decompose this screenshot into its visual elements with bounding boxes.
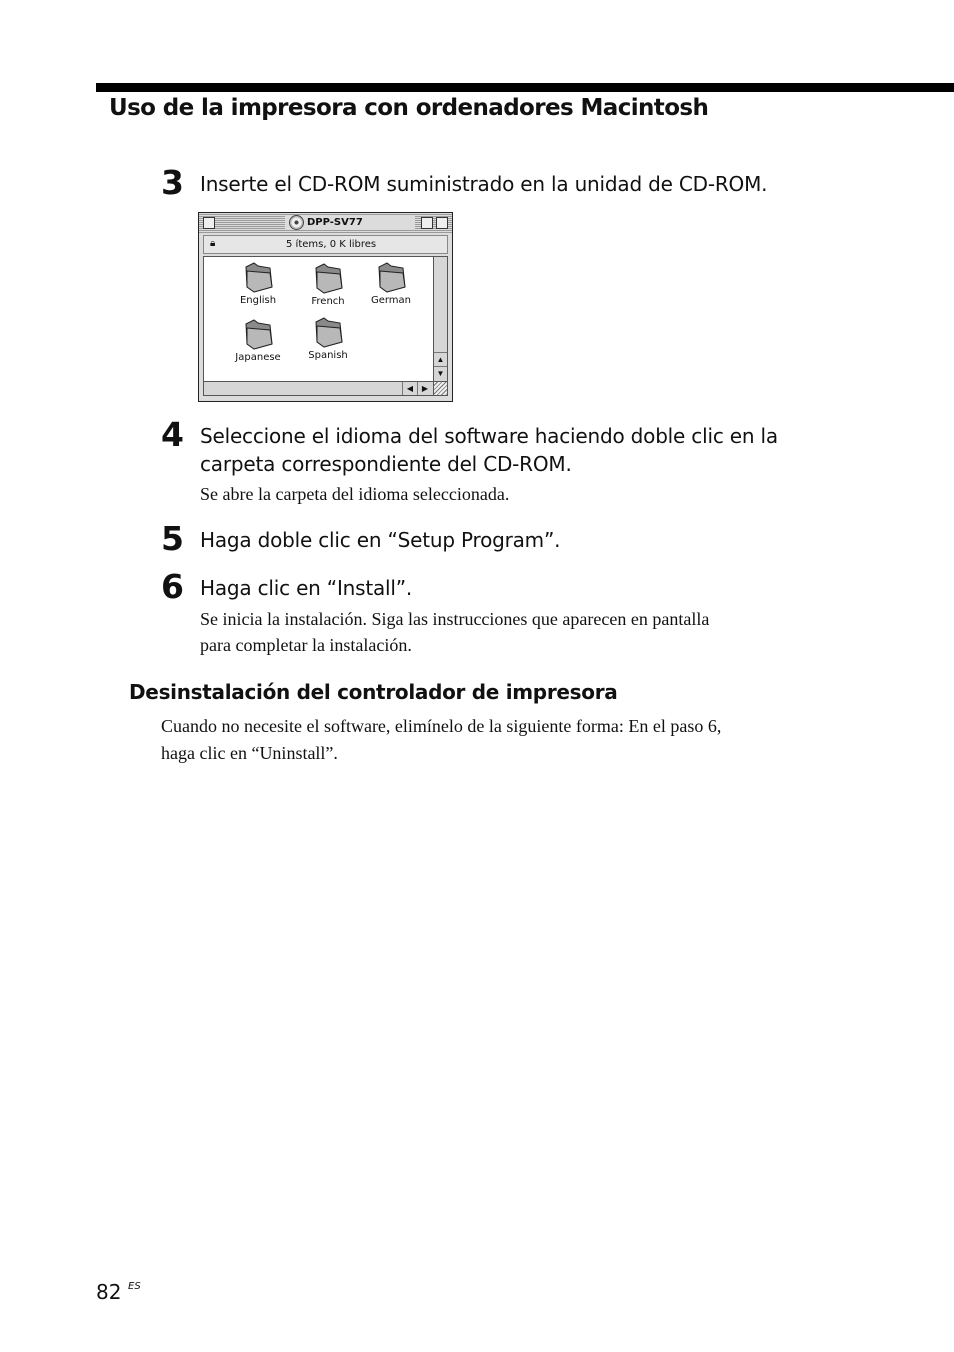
collapse-box-icon[interactable] <box>436 217 448 229</box>
folder-german[interactable] <box>361 261 421 313</box>
folder-label: French <box>311 296 345 307</box>
window-info-text: 5 ítems, 0 K libres <box>286 239 377 250</box>
uninstall-heading: Desinstalación del controlador de impresora <box>129 680 618 704</box>
step-3-text: Inserte el CD-ROM suministrado en la unidad de CD-ROM. <box>200 172 768 196</box>
uninstall-body-line2: haga clic en “Uninstall”. <box>161 743 338 763</box>
folder-icon <box>314 316 344 348</box>
folder-icon <box>244 261 274 293</box>
folder-label: German <box>370 295 412 306</box>
scroll-left-arrow-icon[interactable]: ◀ <box>402 382 417 395</box>
step-4-text-line1: Seleccione el idioma del software haciendo doble clic en la <box>200 424 778 448</box>
step-4-note: Se abre la carpeta del idioma seleccionada. <box>200 484 510 504</box>
step-5-text: Haga doble clic en “Setup Program”. <box>200 528 561 552</box>
folder-french[interactable] <box>298 262 358 314</box>
finder-window <box>198 212 453 402</box>
uninstall-body <box>161 713 861 767</box>
step-3-number: 3 <box>161 163 184 202</box>
resize-grow-box-icon[interactable] <box>434 382 448 396</box>
step-6-text: Haga clic en “Install”. <box>200 576 413 600</box>
zoom-box-icon[interactable] <box>421 217 433 229</box>
folder-spanish[interactable] <box>298 316 358 368</box>
window-title-box <box>285 215 415 230</box>
folder-label: Spanish <box>308 350 348 361</box>
folder-icon <box>377 261 407 293</box>
folder-icon <box>314 262 344 294</box>
cd-icon <box>289 215 304 230</box>
step-6-note-line2: para completar la instalación. <box>200 635 412 655</box>
vertical-scrollbar[interactable] <box>434 256 448 382</box>
folder-label: Japanese <box>235 352 281 363</box>
horizontal-scrollbar[interactable] <box>203 382 434 396</box>
uninstall-body-line1: Cuando no necesite el software, elimínelo de la siguiente forma: En el paso 6, <box>161 716 722 736</box>
step-5-number: 5 <box>161 519 184 558</box>
lock-icon: 🔒︎ <box>210 238 216 249</box>
window-title: DPP-SV77 <box>307 217 363 228</box>
page-language-tag: ES <box>128 1281 141 1292</box>
folder-label: English <box>239 295 277 306</box>
scroll-up-arrow-icon[interactable]: ▲ <box>434 352 447 367</box>
header-rule <box>96 83 954 92</box>
close-box-icon[interactable] <box>203 217 215 229</box>
window-info-bar <box>203 235 448 254</box>
scroll-right-arrow-icon[interactable]: ▶ <box>417 382 432 395</box>
page-number: 82 <box>96 1280 122 1304</box>
step-4-text-line2: carpeta correspondiente del CD-ROM. <box>200 452 572 476</box>
step-6-number: 6 <box>161 567 184 606</box>
step-6-note-line1: Se inicia la instalación. Siga las instrucciones que aparecen en pantalla <box>200 609 710 629</box>
folder-icon <box>244 318 274 350</box>
scroll-down-arrow-icon[interactable]: ▼ <box>434 366 447 381</box>
window-content <box>203 256 434 382</box>
step-4-number: 4 <box>161 415 184 454</box>
folder-japanese[interactable] <box>228 318 288 370</box>
page-title: Uso de la impresora con ordenadores Macintosh <box>109 95 709 121</box>
folder-english[interactable] <box>228 261 288 313</box>
